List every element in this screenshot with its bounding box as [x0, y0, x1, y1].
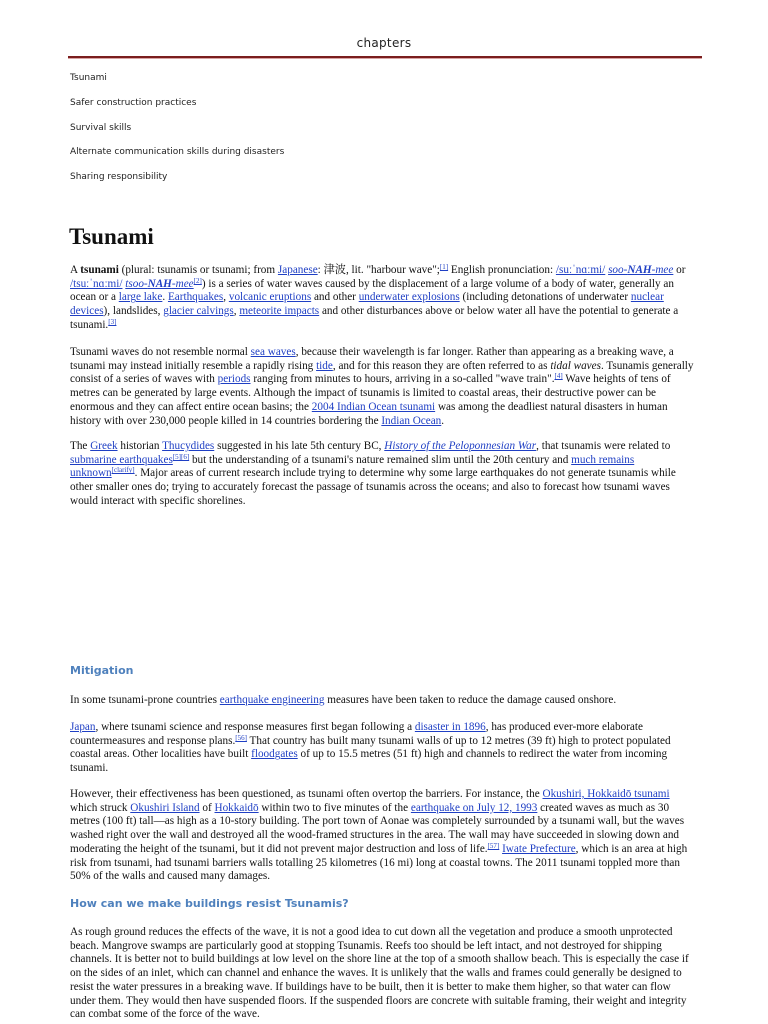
link-hokkaido[interactable]: Hokkaidō	[214, 801, 259, 814]
header-title: chapters	[356, 36, 412, 50]
ref-5-6[interactable]: [5][6]	[172, 452, 190, 461]
tsunami-term: tsunami	[80, 264, 119, 276]
buildings-paragraph: As rough ground reduces the effects of the wave, it is not a good idea to cut down all the vegetation and produce a smooth unprotected beach. Mangrove swamps are particularly good at stopping Tsunamis. Reefs too should be left intact, and not destroyed for shipping channels. It is better not to build buildings at low level on the shore line at the top of a smooth shallow beach. This is especially the case if on the sides of an inlet, which can channel and enhance the waves. It is unlikely that the walls and frames could generally be designed to resist the water pressures in a breaking wave. If buildings have to be built, then it is better to make them higher, so that water can flow under them. They would then have suspended floors. If the suspended floors are concrete with suitable framing, their weight and integrity can combat some of the force of the wave.	[70, 926, 689, 1021]
link-greek[interactable]: Greek	[90, 440, 118, 452]
ref-clarify[interactable]: [clarify]	[111, 466, 135, 475]
link-much-remains-unknown[interactable]: much remains unknown	[70, 453, 635, 480]
ref-1[interactable]: [1]	[439, 263, 449, 271]
mitigation-paragraph-3: However, their effectiveness has been questioned, as tsunami often overtop the barriers. For instance, the Okushiri, Hokkaidō tsunami which struck Okushiri Island of Hokkaidō within two to five minutes of the earthquake on July 12, 1993 created waves as much as 30 metres (100 ft) tall—as high as a 10-story building. The port town of Aonae was completely surrounded by a tsunami wall, but the waves washed right over the wall and destroyed all the wood-framed structures in the area. The wall may have succeeded in slowing down and moderating the height of the tsunami, but it did not prevent major destruction and loss of life.[57] Iwate Prefecture, which is an area at high risk from tsunami, had tsunami barriers walls totalling 25 kilometres (16 mi) long at coastal towns. The 2011 tsunami toppled more than 50% of the walls and caused many damages.	[70, 788, 688, 883]
ref-57[interactable]: [57]	[487, 841, 500, 850]
toc-item-safer-construction: Safer construction practices	[70, 97, 197, 108]
table-of-contents	[70, 72, 690, 196]
history-paragraph: The Greek historian Thucydides suggested in his late 5th century BC, History of the Peloponnesian War, that tsunamis were related to submarine earthquakes[5][6] but the understanding of a tsunami's nature remained slim until the 20th century and much remains unknown[clarify]. Major areas of current research include trying to determine why some large earthquakes do not generate tsunamis while other smaller ones do; trying to accurately forecast the passage of tsunamis across the oceans; and also to forecast how tsunami waves would interact with specific shorelines.	[70, 440, 676, 507]
link-pronunciation-2[interactable]: tsoo-NAH-mee	[125, 277, 194, 290]
link-large-lake[interactable]: large lake	[118, 291, 163, 304]
ref-2[interactable]: [2]	[193, 276, 202, 285]
article-title: Tsunami	[69, 224, 154, 249]
link-disaster-1896[interactable]: disaster in 1896	[414, 721, 486, 733]
link-earthquake-engineering[interactable]: earthquake engineering	[219, 694, 325, 706]
link-earthquake-july-12-1993[interactable]: earthquake on July 12, 1993	[410, 801, 538, 814]
toc-item-communication-skills: Alternate communication skills during disasters	[70, 147, 285, 158]
link-meteorite-impacts[interactable]: meteorite impacts	[239, 305, 320, 318]
waves-paragraph: Tsunami waves do not resemble normal sea waves, because their wavelength is far longer. Rather than appearing as a breaking wave, a tsunami may instead initially resemble a rapidly rising tide, and for this reason they are often referred to as tidal waves. Tsunamis generally consist of a series of waves with periods ranging from minutes to hours, arriving in a so-called "wave train".[4] Wave heights of tens of metres can be generated by large events. Although the impact of tsunamis is limited to coastal areas, their destructive power can be enormous and they can affect entire ocean basins; the 2004 Indian Ocean tsunami was among the deadliest natural disasters in human history with over 230,000 people killed in 14 countries bordering the Indian Ocean.	[70, 346, 694, 427]
link-volcanic-eruptions[interactable]: volcanic eruptions	[228, 291, 312, 304]
buildings-heading: How can we make buildings resist Tsunamis?	[70, 897, 349, 910]
link-earthquakes[interactable]: Earthquakes	[167, 291, 224, 304]
ref-56[interactable]: [56]	[235, 733, 247, 742]
mitigation-paragraph-2: Japan, where tsunami science and response measures first began following a disaster in 1896, has produced ever-more elaborate countermeasures and response plans.[56] That country has built many tsunami walls of up to 12 metres (39 ft) high to protect populated coastal areas. Other localities have built floodgates of up to 15.5 metres (51 ft) high and channels to redirect the water from incoming tsunami.	[70, 721, 671, 775]
toc-item-tsunami: Tsunami	[70, 73, 107, 83]
link-pronunciation-1[interactable]: soo-NAH-mee	[608, 264, 674, 276]
header-rule	[68, 56, 702, 58]
link-underwater-explosions[interactable]: underwater explosions	[358, 291, 460, 304]
ref-3[interactable]: [3]	[108, 317, 117, 326]
link-okushiri-hokkaido-tsunami[interactable]: Okushiri, Hokkaidō tsunami	[542, 788, 670, 800]
ref-4[interactable]: [4]	[554, 372, 563, 381]
toc-item-survival-skills: Survival skills	[70, 122, 132, 133]
link-japan[interactable]: Japan	[70, 721, 96, 733]
mitigation-paragraph-1: In some tsunami-prone countries earthquake engineering measures have been taken to reduce the damage caused onshore.	[70, 694, 617, 706]
link-iwate-prefecture[interactable]: Iwate Prefecture	[502, 842, 576, 855]
link-okushiri-island[interactable]: Okushiri Island	[130, 801, 200, 814]
link-indian-ocean[interactable]: Indian Ocean	[381, 414, 442, 427]
link-japanese[interactable]: Japanese	[277, 264, 318, 276]
link-sea-waves[interactable]: sea waves	[250, 346, 296, 358]
link-history-peloponnesian-war[interactable]: History of the Peloponnesian War	[384, 440, 537, 452]
tidal-waves-term: tidal waves	[550, 359, 601, 372]
link-2004-indian-ocean-tsunami[interactable]: 2004 Indian Ocean tsunami	[311, 400, 436, 413]
link-thucydides[interactable]: Thucydides	[162, 440, 215, 452]
intro-paragraph: A tsunami (plural: tsunamis or tsunami; from Japanese: 津波, lit. "harbour wave";[1] English pronunciation: /suːˈnɑːmi/ soo-NAH-mee or /tsuːˈnɑːmi/ tsoo-NAH-mee[2]) is a series of water waves caused by the displacement of a large volume of a body of water, generally an ocean or a large lake. Earthquakes, volcanic eruptions and other underwater explosions (including detonations of underwater nuclear devices), landslides, glacier calvings, meteorite impacts and other disturbances above or below water all have the potential to generate a tsunami.[3]	[70, 263, 686, 331]
link-submarine-earthquakes[interactable]: submarine earthquakes	[70, 453, 173, 466]
link-ipa-tsoo-nah-mee[interactable]: /tsuːˈnɑːmi/	[70, 277, 123, 290]
link-nuclear-devices[interactable]: nuclear devices	[70, 291, 664, 318]
toc-item-sharing-responsibility: Sharing responsibility	[70, 172, 168, 183]
link-ipa-soo-nah-mee[interactable]: /suːˈnɑːmi/	[555, 264, 606, 276]
link-periods[interactable]: periods	[217, 373, 251, 386]
link-glacier-calvings[interactable]: glacier calvings	[163, 305, 234, 318]
link-tide[interactable]: tide	[316, 359, 333, 372]
mitigation-heading: Mitigation	[70, 664, 134, 677]
link-floodgates[interactable]: floodgates	[251, 748, 298, 761]
